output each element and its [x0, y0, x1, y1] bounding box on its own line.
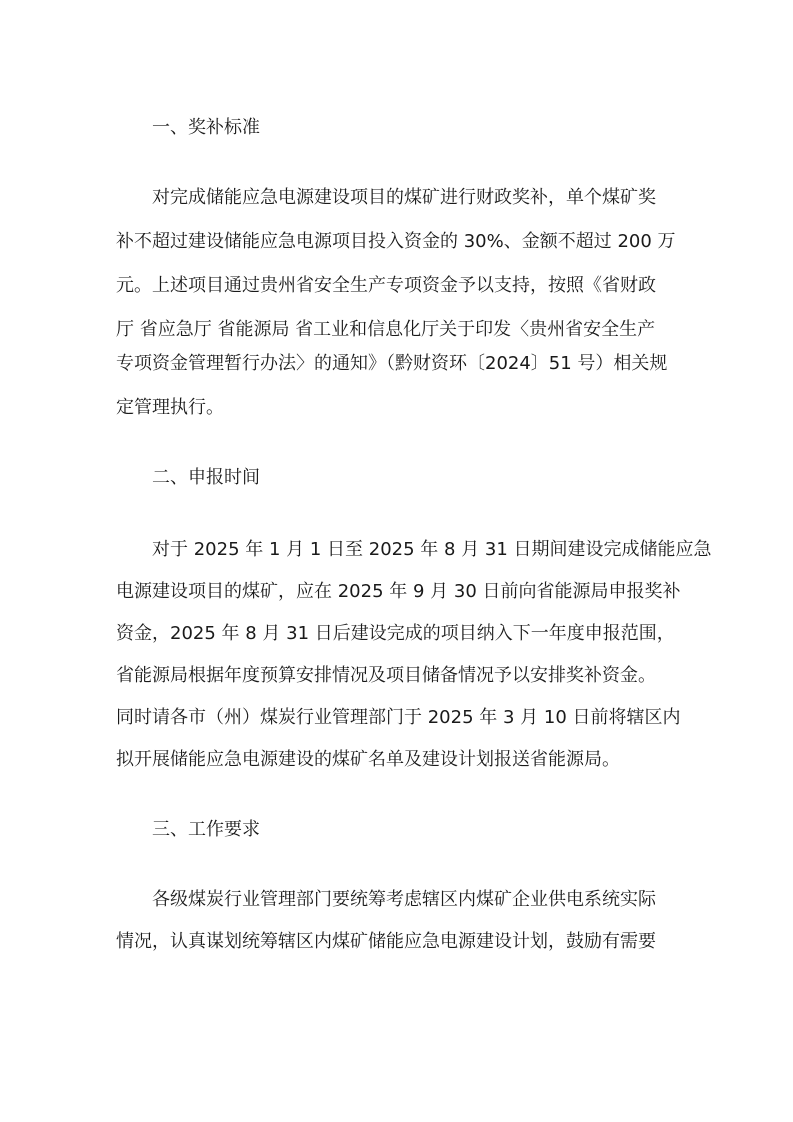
paragraph-line: 专项资金管理暂行办法〉的通知》（黔财资环〔2024〕51 号）相关规 [116, 353, 668, 374]
paragraph-line: 元。上述项目通过贵州省安全生产专项资金予以支持，按照《省财政 [116, 275, 656, 296]
paragraph-line: 对完成储能应急电源建设项目的煤矿进行财政奖补，单个煤矿奖 [152, 187, 656, 208]
paragraph-line: 厅 省应急厅 省能源局 省工业和信息化厅关于印发〈贵州省安全生产 [116, 319, 656, 340]
paragraph-line: 电源建设项目的煤矿，应在 2025 年 9 月 30 日前向省能源局申报奖补 [116, 581, 681, 602]
paragraph-line: 同时请各市（州）煤炭行业管理部门于 2025 年 3 月 10 日前将辖区内 [116, 707, 681, 728]
paragraph-line: 拟开展储能应急电源建设的煤矿名单及建设计划报送省能源局。 [116, 749, 620, 770]
section-heading-work-requirements: 三、工作要求 [152, 819, 260, 840]
paragraph-line: 资金，2025 年 8 月 31 日后建设完成的项目纳入下一年度申报范围， [116, 623, 675, 644]
paragraph-line: 各级煤炭行业管理部门要统筹考虑辖区内煤矿企业供电系统实际 [152, 889, 656, 910]
paragraph-line: 对于 2025 年 1 月 1 日至 2025 年 8 月 31 日期间建设完成储能应急 [152, 539, 712, 560]
section-heading-reward-standard: 一、奖补标准 [152, 117, 260, 138]
paragraph-line: 定管理执行。 [116, 397, 224, 418]
paragraph-line: 补不超过建设储能应急电源项目投入资金的 30%、金额不超过 200 万 [116, 231, 676, 252]
paragraph-line: 情况，认真谋划统筹辖区内煤矿储能应急电源建设计划，鼓励有需要 [116, 931, 656, 952]
section-heading-application-time: 二、申报时间 [152, 467, 260, 488]
paragraph-line: 省能源局根据年度预算安排情况及项目储备情况予以安排奖补资金。 [116, 665, 656, 686]
